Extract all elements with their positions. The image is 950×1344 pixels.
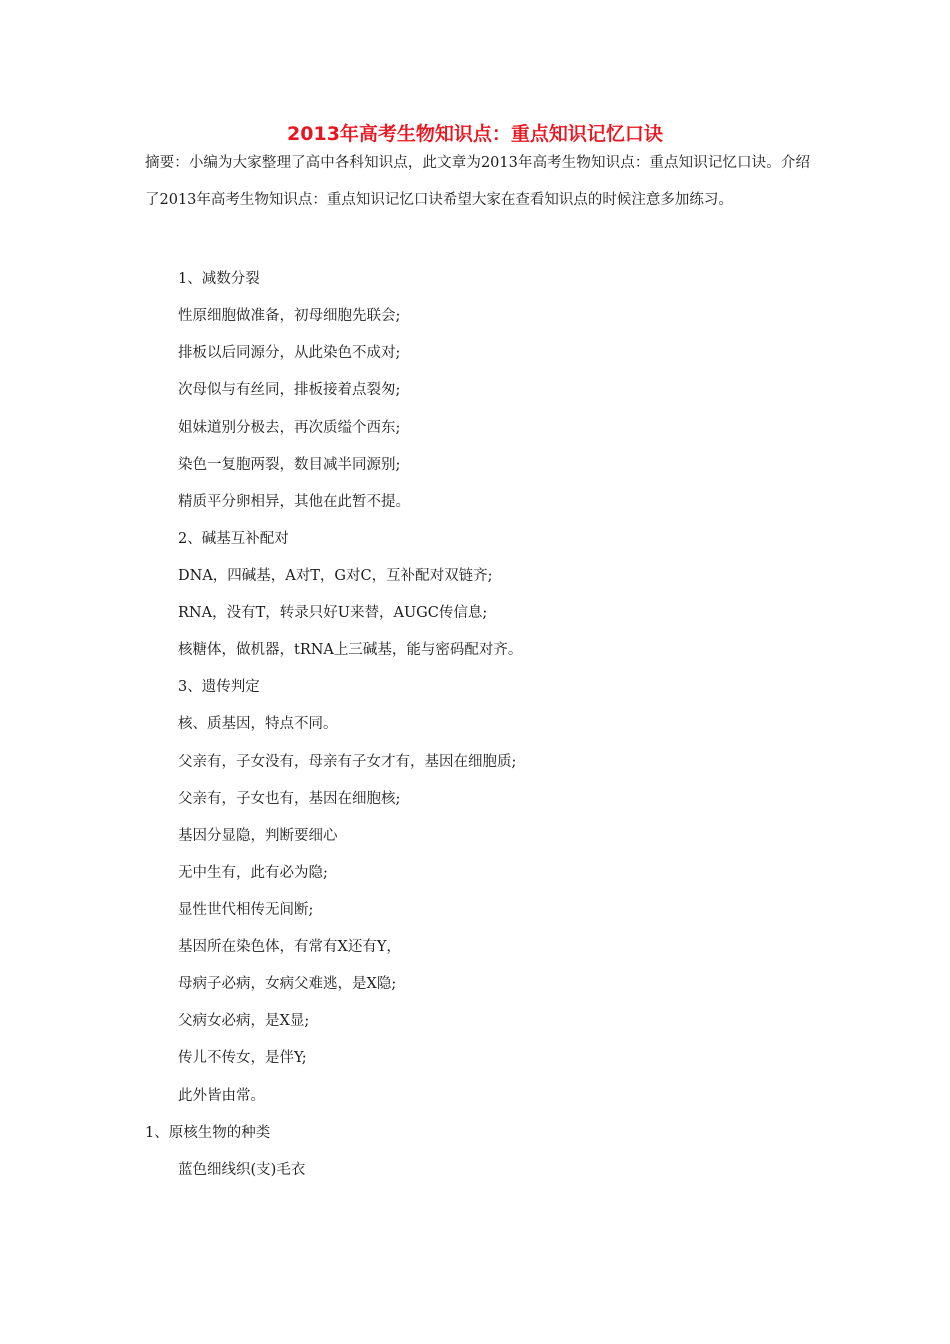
text-line: 基因所在染色体，有常有X还有Y， — [178, 939, 401, 955]
text-line: 母病子必病，女病父难逃，是X隐; — [178, 976, 397, 992]
text-line: 父病女必病，是X显; — [178, 1013, 310, 1029]
section-heading-base-pairing: 2、碱基互补配对 — [178, 531, 289, 547]
section-heading-prokaryotes: 1、原核生物的种类 — [145, 1125, 271, 1141]
text-line: 传儿不传女，是伴Y; — [178, 1050, 307, 1066]
text-line: 精质平分卵相异，其他在此暂不提。 — [178, 494, 410, 510]
text-line: 基因分显隐，判断要细心 — [178, 828, 338, 844]
text-line: 核糖体，做机器，tRNA上三碱基，能与密码配对齐。 — [178, 642, 523, 658]
text-line: 性原细胞做准备，初母细胞先联会; — [178, 308, 401, 324]
text-line: 核、质基因，特点不同。 — [178, 716, 338, 732]
document-title: 2013年高考生物知识点：重点知识记忆口诀 — [287, 123, 663, 145]
text-line: RNA，没有T，转录只好U来替，AUGC传信息; — [178, 605, 488, 621]
section-heading-meiosis: 1、减数分裂 — [178, 271, 260, 287]
abstract-paragraph: 摘要：小编为大家整理了高中各科知识点，此文章为2013年高考生物知识点：重点知识记忆口诀。介绍了2013年高考生物知识点：重点知识记忆口诀希望大家在查看知识点的时候注意多加练习。 — [145, 155, 810, 208]
text-line: 父亲有，子女也有，基因在细胞核; — [178, 791, 401, 807]
text-line: 蓝色细线织(支)毛衣 — [178, 1162, 306, 1178]
text-line: DNA，四碱基，A对T，G对C，互补配对双链齐; — [178, 568, 493, 584]
text-line: 排板以后同源分，从此染色不成对; — [178, 345, 401, 361]
text-line: 父亲有，子女没有，母亲有子女才有，基因在细胞质; — [178, 754, 517, 770]
text-line: 此外皆由常。 — [178, 1088, 265, 1104]
text-line: 染色一复胞两裂，数目减半同源别; — [178, 457, 401, 473]
text-line: 次母似与有丝同，排板接着点裂匆; — [178, 382, 401, 398]
section-heading-inheritance: 3、遗传判定 — [178, 679, 260, 695]
text-line: 显性世代相传无间断; — [178, 902, 314, 918]
text-line: 姐妹道别分极去，再次质缢个西东; — [178, 420, 401, 436]
text-line: 无中生有，此有必为隐; — [178, 865, 328, 881]
